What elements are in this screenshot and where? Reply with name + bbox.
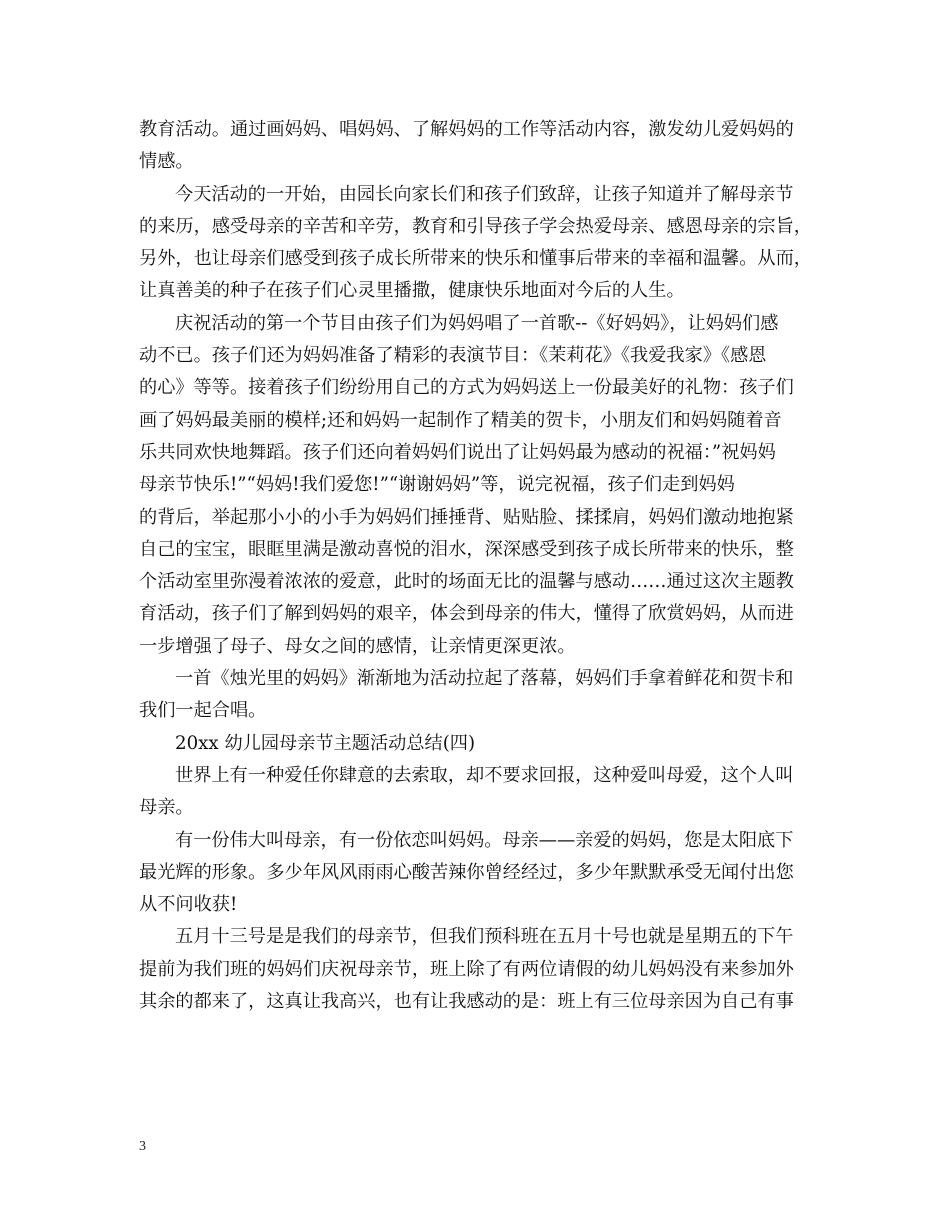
- text-line: 教育活动。通过画妈妈、唱妈妈、了解妈妈的工作等活动内容，激发幼儿爱妈妈的: [139, 119, 794, 140]
- text-line: 育活动，孩子们了解到妈妈的艰辛，体会到母亲的伟大，懂得了欣赏妈妈，从而进: [139, 603, 794, 625]
- text-line: 提前为我们班的妈妈们庆祝母亲节，班上除了有两位请假的幼儿妈妈没有来参加外: [139, 958, 794, 980]
- text-line: 20xx 幼儿园母亲节主题活动总结(四): [175, 732, 476, 754]
- text-line: 的来历，感受母亲的辛苦和辛劳，教育和引导孩子学会热爱母亲、感恩母亲的宗旨，: [139, 215, 812, 237]
- text-line: 其余的都来了，这真让我高兴，也有让我感动的是：班上有三位母亲因为自己有事: [139, 991, 794, 1013]
- text-line: 乐共同欢快地舞蹈。孩子们还向着妈妈们说出了让妈妈最为感动的祝福：”祝妈妈: [139, 441, 776, 463]
- text-line: 从不问收获!: [139, 894, 238, 916]
- text-line: 世界上有一种爱任你肆意的去索取，却不要求回报，这种爱叫母爱，这个人叫: [175, 764, 794, 786]
- page-number: 3: [139, 1139, 146, 1154]
- text-line: 情感。: [139, 151, 194, 173]
- text-line: 一步增强了母子、母女之间的感情，让亲情更深更浓。: [139, 635, 576, 657]
- text-line: 让真善美的种子在孩子们心灵里播撒，健康快乐地面对今后的人生。: [139, 280, 685, 302]
- text-line: 的心》等等。接着孩子们纷纷用自己的方式为妈妈送上一份最美好的礼物：孩子们: [139, 377, 794, 399]
- text-line: 有一份伟大叫母亲，有一份依恋叫妈妈。母亲——亲爱的妈妈，您是太阳底下: [175, 829, 794, 851]
- document-body: [139, 114, 819, 1018]
- text-line: 动不已。孩子们还为妈妈准备了精彩的表演节目：《茉莉花》《我爱我家》《感恩: [139, 345, 767, 367]
- text-line: 母亲。: [139, 797, 194, 819]
- text-line: 自己的宝宝，眼眶里满是激动喜悦的泪水，深深感受到孩子成长所带来的快乐，整: [139, 538, 794, 560]
- text-line: 母亲节快乐!”“妈妈!我们爱您!”“谢谢妈妈”等，说完祝福，孩子们走到妈妈: [139, 474, 735, 496]
- text-line: 五月十三号是是我们的母亲节，但我们预科班在五月十号也就是星期五的下午: [175, 926, 794, 948]
- text-line: 一首《烛光里的妈妈》渐渐地为活动拉起了落幕，妈妈们手拿着鲜花和贺卡和: [175, 668, 794, 690]
- text-line: 个活动室里弥漫着浓浓的爱意，此时的场面无比的温馨与感动……通过这次主题教: [139, 571, 794, 593]
- text-line: 庆祝活动的第一个节目由孩子们为妈妈唱了一首歌--《好妈妈》，让妈妈们感: [175, 312, 779, 334]
- text-line: 画了妈妈最美丽的模样;还和妈妈一起制作了精美的贺卡，小朋友们和妈妈随着音: [139, 409, 782, 431]
- text-line: 我们一起合唱。: [139, 700, 267, 722]
- text-line: 的背后，举起那小小的小手为妈妈们捶捶背、贴贴脸、揉揉肩，妈妈们激动地抱紧: [139, 506, 794, 528]
- text-line: 另外，也让母亲们感受到孩子成长所带来的快乐和懂事后带来的幸福和温馨。从而，: [139, 248, 812, 270]
- text-line: 最光辉的形象。多少年风风雨雨心酸苦辣你曾经经过，多少年默默承受无闻付出您: [139, 861, 794, 883]
- text-line: 今天活动的一开始，由园长向家长们和孩子们致辞，让孩子知道并了解母亲节: [175, 183, 794, 205]
